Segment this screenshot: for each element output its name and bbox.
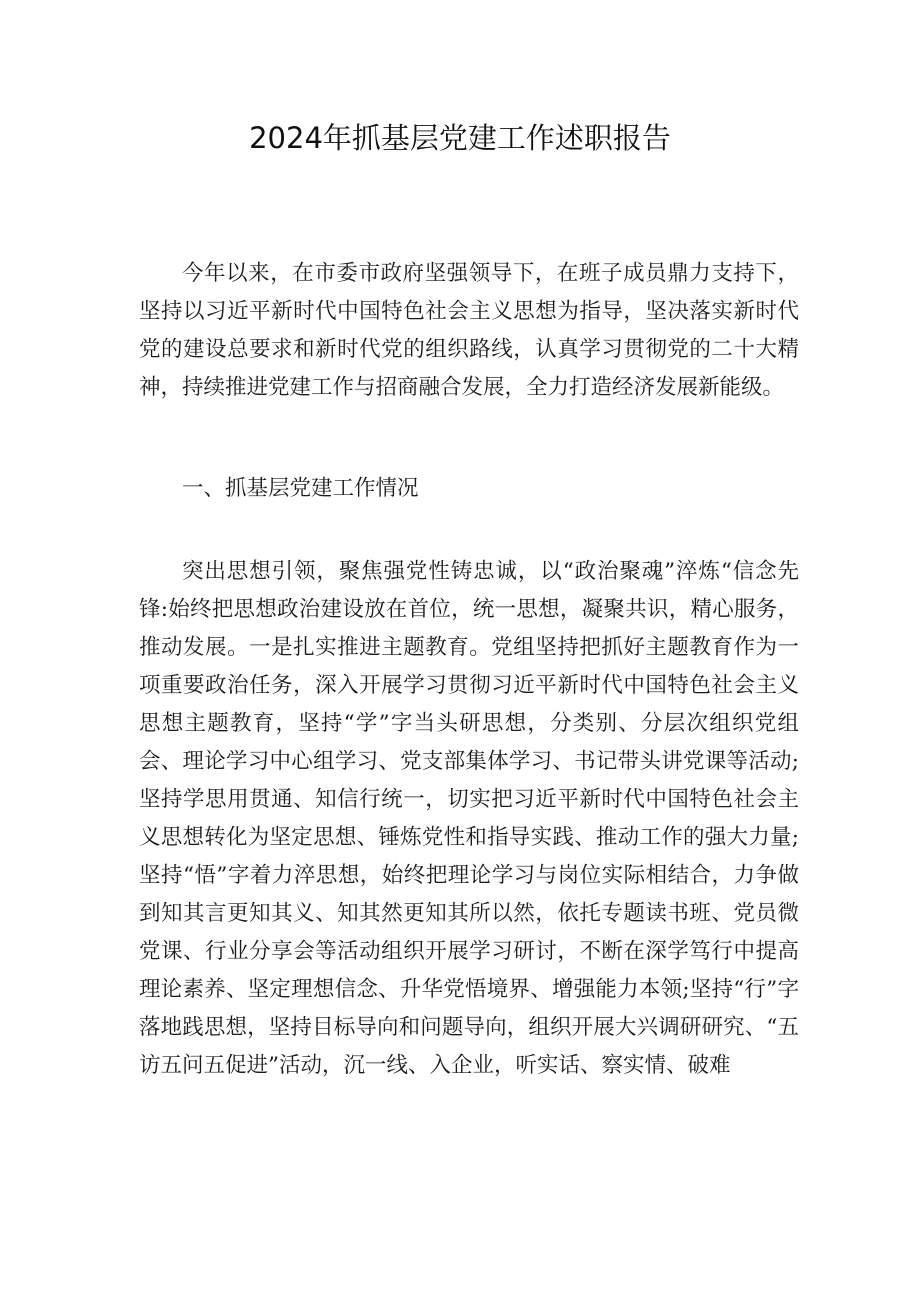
body-paragraph: 突出思想引领，聚焦强党性铸忠诚，以“政治聚魂”淬炼“信念先锋:始终把思想政治建设放在首位，统一思想，凝聚共识，精心服务，推动发展。一是扎实推进主题教育。党组坚持把抓好主题教育作为一项重要政治任务，深入开展学习贯彻习近平新时代中国特色社会主义思想主题教育，坚持“学”字当头研思想，分类别、分层次组织党组会、理论学习中心组学习、党支部集体学习、书记带头讲党课等活动;坚持学思用贯通、知信行统一，切实把习近平新时代中国特色社会主义思想转化为坚定思想、锤炼党性和指导实践、推动工作的强大力量;坚持“悟”字着力淬思想，始终把理论学习与岗位实际相结合，力争做到知其言更知其义、知其然更知其所以然，依托专题读书班、党员微党课、行业分享会等活动组织开展学习研讨，不断在深学笃行中提高理论素养、坚定理想信念、升华党悟境界、增强能力本领;坚持“行”字落地践思想，坚持目标导向和问题导向，组织开展大兴调研研究、“五访五问五促进”活动，沉一线、入企业，听实话、察实情、破难 — [139, 559, 799, 1078]
document-title: 2024年抓基层党建工作述职报告 — [249, 121, 671, 155]
section-heading: 一、抓基层党建工作情况 — [182, 476, 419, 501]
intro-paragraph: 今年以来，在市委市政府坚强领导下，在班子成员鼎力支持下，坚持以习近平新时代中国特色社会主义思想为指导，坚决落实新时代党的建设总要求和新时代党的组织路线，认真学习贯彻党的二十大精神，持续推进党建工作与招商融合发展，全力打造经济发展新能级。 — [139, 261, 799, 400]
